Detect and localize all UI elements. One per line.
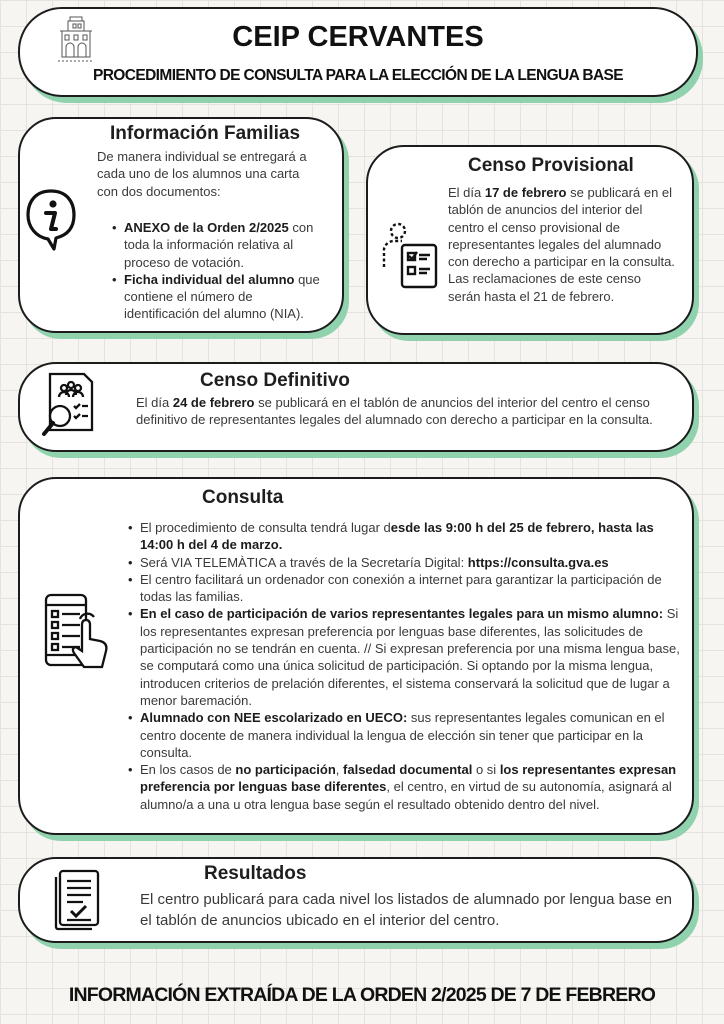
list-item: • En el caso de participación de varios representantes legales para un mismo alumno: Si los representantes expresan preferencia por lenguas base diferentes, las solicitudes de participación no se tendrán en cuenta. // Si expresan preferencia por una misma lengua base, se computará como una única solicitud de participación. Si optando por la misma lengua, introducen criterios de prelación diferentes, el sistema conservará la solicitud que de lugar a menor baremación.: [128, 605, 684, 709]
page-subtitle: PROCEDIMIENTO DE CONSULTA PARA LA ELECCIÓN DE LA LENGUA BASE: [92, 67, 624, 84]
list-item: • Será VIA TELEMÀTICA a través de la Secretaría Digital: https://consulta.gva.es: [128, 554, 684, 571]
school-title: CEIP CERVANTES: [232, 21, 484, 53]
list-item: • El centro facilitará un ordenador con conexión a internet para garantizar la participación de todas las familias.: [128, 571, 684, 606]
resultados-text: El centro publicará para cada nivel los listados de alumnado por lengua base en el tablón de anuncios ubicado en el interior del centro.: [140, 891, 673, 929]
census-search-icon: [38, 370, 100, 442]
list-item: • Alumnado con NEE escolarizado en UECO: sus representantes legales comunican en el centro docente de manera individual la lengua de elección sin tener que participar en la consulta.: [128, 709, 684, 761]
familias-card: [18, 117, 344, 333]
definitivo-title: Censo Definitivo: [200, 370, 350, 391]
list-item: • El procedimiento de consulta tendrá lugar desde las 9:00 h del 25 de febrero, hasta las 14:00 h del 4 de marzo.: [128, 519, 684, 554]
consulta-card: [18, 477, 694, 835]
familias-list: [112, 219, 330, 323]
info-bubble-icon: [24, 187, 78, 251]
document-check-icon: [50, 867, 106, 933]
provisional-text: El día 17 de febrero se publicará en el tablón de anuncios del interior del centro el censo provisional de representantes legales del alumnado con derecho a participar en la consulta. Las reclamaciones de este censo serán hasta el 21 de febrero.: [448, 185, 675, 304]
definitivo-card: [18, 362, 694, 452]
header-card: [18, 7, 698, 97]
footer-source-note: INFORMACIÓN EXTRAÍDA DE LA ORDEN 2/2025 DE 7 DE FEBRERO: [68, 984, 656, 1006]
consulta-list: [128, 519, 684, 813]
list-item: • ANEXO de la Orden 2/2025 con toda la información relativa al proceso de votación.: [112, 219, 330, 271]
resultados-title: Resultados: [204, 863, 307, 884]
resultados-card: [18, 857, 694, 943]
consulta-title: Consulta: [202, 487, 284, 508]
person-checklist-icon: [378, 219, 442, 293]
phone-tap-icon: [42, 591, 112, 675]
provisional-title: Censo Provisional: [468, 155, 634, 176]
familias-intro: De manera individual se entregará a cada uno de los alumnos una carta con dos documentos:: [97, 149, 307, 199]
list-item: • Ficha individual del alumno que contiene el número de identificación del alumno (NIA).: [112, 271, 330, 323]
familias-title: Información Familias: [110, 123, 301, 144]
provisional-card: [366, 145, 694, 335]
list-item: • En los casos de no participación, falsedad documental o si los representantes expresan preferencia por lenguas base diferentes, el centro, en virtud de su autonomía, asignará al alumno/a a una u otra lengua base según el resultado obtenido dentro del nivel.: [128, 761, 684, 813]
definitivo-text: El día 24 de febrero se publicará en el tablón de anuncios del interior del centro el censo definitivo de representantes legales del alumnado con derecho a participar en la consulta.: [136, 395, 653, 428]
